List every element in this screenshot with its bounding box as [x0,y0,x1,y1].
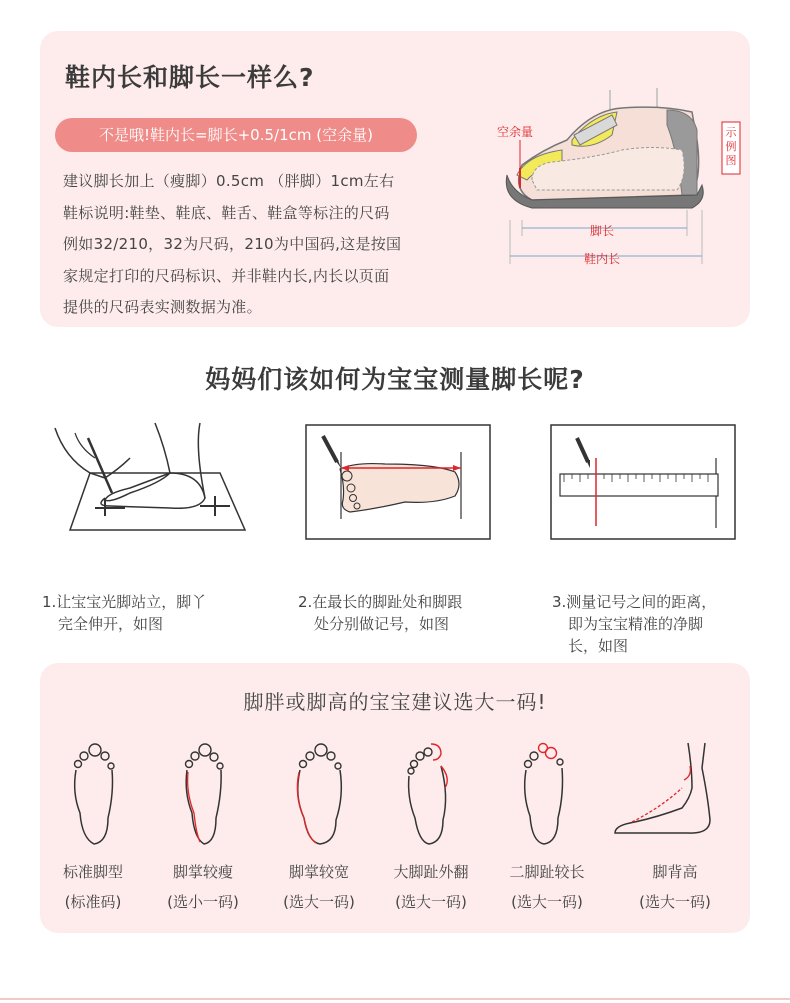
foot-type-advice: (选小一码) [167,893,239,911]
step1-line1: 1.让宝宝光脚站立，脚丫 [42,593,207,611]
step2-line1: 2.在最长的脚趾处和脚跟 [298,593,463,611]
step1-illustration [50,418,250,538]
long-second-toe-foot-icon [518,738,572,850]
shoe-diagram [492,80,752,280]
foot-type-advice: (选大一码) [395,893,467,911]
foot-type-wide [254,857,384,917]
size-explanation [63,166,473,324]
bunion-foot-icon [403,738,457,850]
foot-type-name: 脚掌较宽 [288,863,349,881]
foot-type-thin [138,857,268,917]
standard-foot-icon [68,738,118,850]
foot-type-high-instep [610,857,740,917]
foot-type-name: 大脚趾外翻 [393,863,469,881]
wide-foot-icon [292,738,346,850]
step3-line1: 3.测量记号之间的距离， [552,593,717,611]
step1-line2: 完全伸开，如图 [58,615,164,633]
example-badge: 示例图 [725,126,737,167]
thin-foot-icon [178,738,228,850]
bottom-divider [0,998,790,1000]
explanation-line: 鞋标说明:鞋垫、鞋底、鞋舌、鞋盒等标注的尺码 [63,203,390,222]
explanation-line: 建议脚长加上（瘦脚）0.5cm （胖脚）1cm左右 [63,172,395,190]
inner-length-label: 鞋内长 [584,252,621,266]
step2-line2: 处分别做记号，如图 [314,615,450,633]
step3-line2: 即为宝宝精准的净脚 [568,615,704,633]
foot-type-bunion [366,857,496,917]
step2-illustration [305,424,491,540]
foot-type-advice: (选大一码) [511,893,583,911]
foot-type-advice: (选大一码) [283,893,355,911]
foot-type-long-second-toe [482,857,612,917]
section2-title: 妈妈们该如何为宝宝测量脚长呢? [205,365,585,394]
gap-label: 空余量 [497,125,534,139]
step1-caption [42,591,206,635]
foot-type-name: 脚背高 [652,863,698,881]
foot-type-name: 标准脚型 [62,863,123,881]
step3-caption [552,591,716,657]
step3-illustration [550,424,736,540]
section3-title: 脚胖或脚高的宝宝建议选大一码! [243,690,547,714]
section1-title: 鞋内长和脚长一样么? [65,63,315,92]
explanation-line: 例如32/210，32为尺码，210为中国码,这是按国 [63,235,402,253]
explanation-line: 提供的尺码表实测数据为准。 [63,298,262,316]
high-instep-foot-icon [610,738,720,850]
foot-length-label: 脚长 [590,224,615,238]
step3-line3: 长，如图 [568,637,629,655]
foot-type-advice: (标准码) [64,893,122,911]
highlight-pill: 不是哦!鞋内长=脚长+0.5/1cm (空余量) [55,118,417,152]
foot-type-name: 脚掌较瘦 [172,863,233,881]
foot-type-name: 二脚趾较长 [509,863,585,881]
explanation-line: 家规定打印的尺码标识、并非鞋内长,内长以页面 [63,266,390,285]
step2-caption [298,591,462,635]
foot-type-advice: (选大一码) [639,893,711,911]
